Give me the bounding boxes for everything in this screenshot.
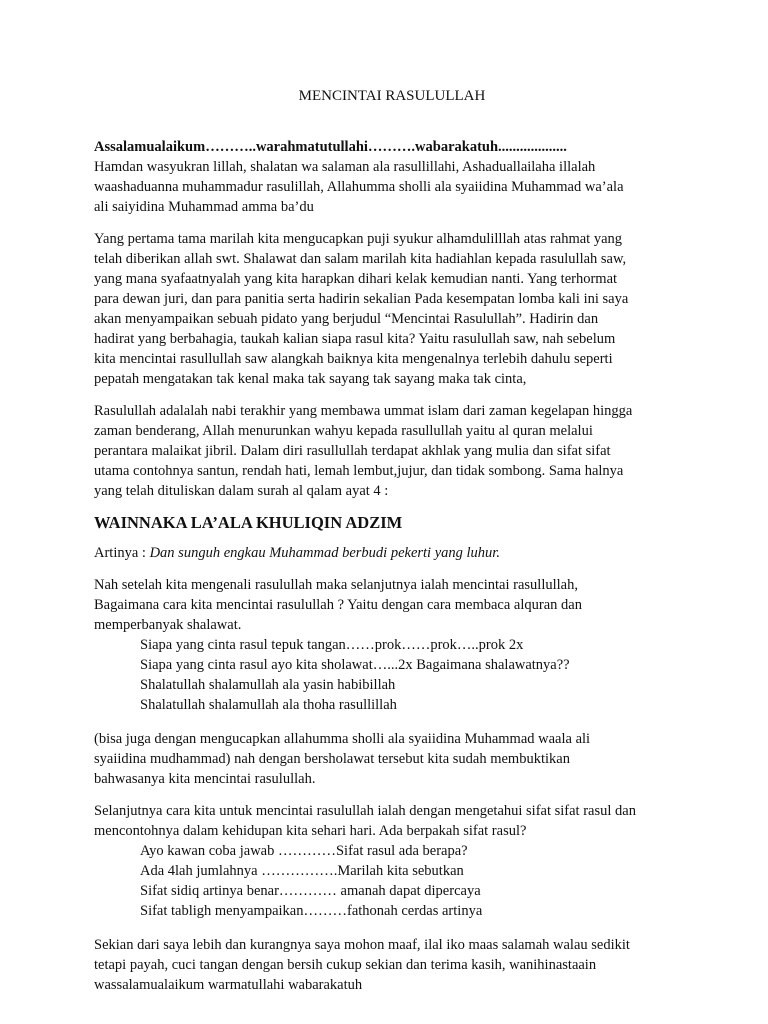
translation-label: Artinya : — [94, 545, 150, 561]
text-line: waashaduanna muhammadur rasulillah, Allahumma sholli ala syaiidina Muhammad wa’ala — [94, 179, 624, 195]
text-line: Selanjutnya cara kita untuk mencintai rasulullah ialah dengan mengetahui sifat sifat rasul dan — [94, 803, 636, 819]
chant-line: Siapa yang cinta rasul ayo kita sholawat…...2x Bagaimana shalawatnya?? — [140, 657, 570, 673]
text-line: utama contohnya santun, rendah hati, lemah lembut,jujur, dan tidak sombong. Sama halnya — [94, 463, 624, 479]
chant-line: Shalatullah shalamullah ala thoha rasullillah — [140, 697, 397, 713]
text-line: Bagaimana cara kita mencintai rasulullah ? Yaitu dengan cara membaca alquran dan — [94, 597, 582, 613]
paragraph-introduction — [94, 229, 684, 389]
text-line: yang telah dituliskan dalam surah al qalam ayat 4 : — [94, 483, 389, 499]
chant-line: Sifat tabligh menyampaikan………fathonah cerdas artinya — [140, 903, 483, 919]
text-line: Nah setelah kita mengenali rasulullah maka selanjutnya ialah mencintai rasullullah, — [94, 577, 578, 593]
document-page — [94, 86, 684, 1007]
paragraph-how-to-love — [94, 575, 684, 715]
text-line: kita mencintai rasullullah saw alangkah baiknya kita mengenalnya terlebih dahulu seperti — [94, 351, 613, 367]
text-line: yang mana syafaatnyalah yang kita harapkan dihari kelak kemudian nanti. Yang terhormat — [94, 271, 618, 287]
text-line: syaiidina mudhammad) nah dengan bersholawat tersebut kita sudah membuktikan — [94, 751, 570, 767]
verse-translation — [94, 543, 684, 563]
chant-line: Shalatullah shalamullah ala yasin habibillah — [140, 677, 396, 693]
text-line: pepatah mengatakan tak kenal maka tak sayang tak sayang maka tak cinta, — [94, 371, 527, 387]
text-line: Yang pertama tama marilah kita mengucapkan puji syukur alhamdulilllah atas rahmat yang — [94, 231, 623, 247]
translation-text: Dan sunguh engkau Muhammad berbudi pekerti yang luhur. — [149, 545, 500, 561]
text-line: Hamdan wasyukran lillah, shalatan wa salaman ala rasullillahi, Ashaduallailaha illalah — [94, 159, 596, 175]
text-line: akan menyampaikan sebuah pidato yang berjudul “Mencintai Rasulullah”. Hadirin dan — [94, 311, 599, 327]
text-line: ali saiyidina Muhammad amma ba’du — [94, 199, 314, 215]
opening-paragraph — [94, 137, 684, 217]
chant-line: Ayo kawan coba jawab …………Sifat rasul ada berapa? — [140, 843, 468, 859]
chant-line: Ada 4lah jumlahnya …………….Marilah kita sebutkan — [140, 863, 464, 879]
text-line: tetapi payah, cuci tangan dengan bersih cukup sekian dan terima kasih, wanihinastaain — [94, 957, 597, 973]
text-line: mencontohnya dalam kehidupan kita sehari hari. Ada berpakah sifat rasul? — [94, 823, 527, 839]
text-line: bahwasanya kita mencintai rasulullah. — [94, 771, 316, 787]
text-line: memperbanyak shalawat. — [94, 617, 242, 633]
text-line: Rasulullah adalalah nabi terakhir yang membawa ummat islam dari zaman kegelapan hingga — [94, 403, 633, 419]
text-line: perantara malaikat jibril. Dalam diri rasullullah terdapat akhlak yang mulia dan sifat sifat — [94, 443, 611, 459]
paragraph-sholawat-note — [94, 729, 684, 789]
text-line: telah diberikan allah swt. Shalawat dan salam marilah kita hadiahlan kepada rasulullah saw, — [94, 251, 627, 267]
verse-heading: WAINNAKA LA’ALA KHULIQIN ADZIM — [94, 513, 403, 532]
text-line: hadirat yang berbahagia, taukah kalian siapa rasul kita? Yaitu rasulullah saw, nah sebelum — [94, 331, 616, 347]
paragraph-sifat-rasul — [94, 801, 684, 921]
text-line: para dewan juri, dan para panitia serta hadirin sekalian Pada kesempatan lomba kali ini saya — [94, 291, 629, 307]
chant-line: Siapa yang cinta rasul tepuk tangan……prok……prok…..prok 2x — [140, 637, 524, 653]
opening-greeting: Assalamualaikum………..warahmatutullahi……….wabarakatuh................... — [94, 139, 567, 155]
chant-line: Sifat sidiq artinya benar………… amanah dapat dipercaya — [140, 883, 481, 899]
text-line: (bisa juga dengan mengucapkan allahumma sholli ala syaiidina Muhammad waala ali — [94, 731, 591, 747]
paragraph-about-rasulullah — [94, 401, 684, 501]
text-line: wassalamualaikum warmatullahi wabarakatuh — [94, 977, 363, 993]
text-line: zaman benderang, Allah menurunkan wahyu kepada rasullullah yaitu al quran melalui — [94, 423, 593, 439]
text-line: Sekian dari saya lebih dan kurangnya saya mohon maaf, ilal iko maas salamah walau sedikit — [94, 937, 630, 953]
document-title: MENCINTAI RASULULLAH — [298, 88, 486, 104]
closing-paragraph — [94, 935, 684, 995]
